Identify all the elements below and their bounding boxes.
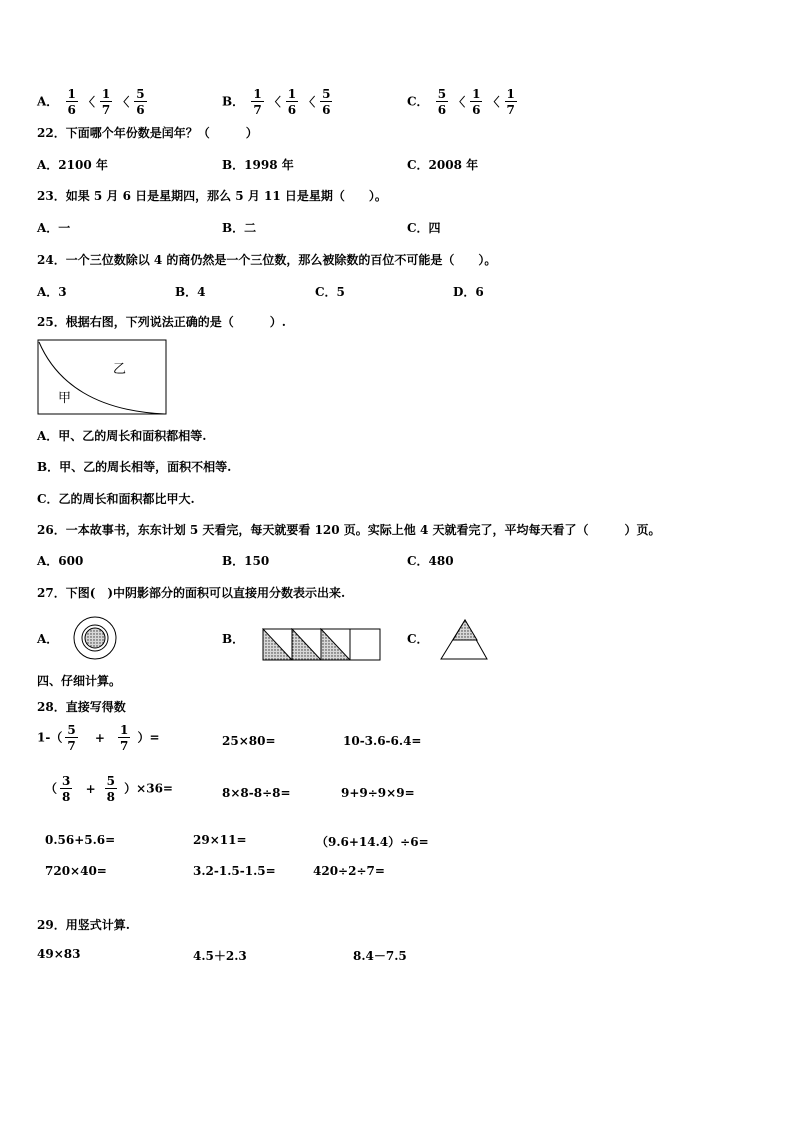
q25-question: 25．根据右图，下列说法正确的是（ ）. (37, 315, 286, 329)
squares-triangles-figure (262, 628, 384, 662)
q29-item-2: 4.5＋2.3 (193, 949, 247, 963)
fraction: $\frac{5}{6}$ (136, 87, 145, 117)
fraction: $\frac{5}{6}$ (437, 87, 447, 117)
shaded-inner-circle (85, 628, 105, 648)
fraction: $\frac{1}{7}$ (101, 87, 111, 117)
fraction: $\frac{5}{7}$ (67, 723, 76, 753)
q28-r3c1: 0.56+5.6= (45, 833, 116, 847)
q24-option-b: B．4 (175, 285, 206, 299)
q26-question: 26．一本故事书，东东计划 5 天看完，每天就要看 120 页。实际上他 4 天就看完了，平均每天看了（ ）页。 (37, 523, 661, 537)
q24-option-c: C．5 (315, 285, 345, 299)
q28-r2c3: 9+9÷9×9= (341, 786, 415, 800)
option-label: A． (37, 94, 59, 109)
q28-question: 28．直接写得数 (37, 700, 126, 714)
fraction: $\frac{1}{6}$ (287, 87, 297, 117)
fraction: $\frac{1}{7}$ (506, 87, 515, 117)
q28-r3c2: 29×11= (193, 833, 247, 847)
q28-r4c2: 3.2-1.5-1.5= (193, 864, 276, 878)
q27-option-a-label: A． (37, 632, 59, 646)
concentric-circles-figure (72, 615, 118, 661)
q22-option-a: A．2100 年 (37, 158, 108, 172)
label-jia: 甲 (58, 391, 72, 406)
section-title: 四、仔细计算。 (37, 674, 122, 688)
fraction: $\frac{3}{8}$ (62, 774, 71, 804)
q29-item-3: 8.4－7.5 (353, 949, 407, 963)
option-label: B． (222, 94, 245, 109)
q27-option-b-label: B． (222, 632, 245, 646)
q26-option-b: B．150 (222, 554, 270, 568)
fraction: $\frac{5}{8}$ (106, 774, 115, 804)
q28-r4c3: 420÷2÷7= (313, 864, 385, 878)
q21-option-a: A． $\frac{1}{6}$ 〈 $\frac{1}{7}$ 〈 $\frac{5}{6}$ (37, 87, 145, 117)
fraction: $\frac{1}{7}$ (253, 87, 262, 117)
rectangle-curve-figure (37, 339, 169, 417)
q24-option-a: A．3 (37, 285, 67, 299)
q21-option-b: B． $\frac{1}{7}$ 〈 $\frac{1}{6}$ 〈 $\frac{5}{6}$ (222, 87, 331, 117)
label-yi: 乙 (113, 362, 127, 377)
q21-option-c: C． $\frac{5}{6}$ 〈 $\frac{1}{6}$ 〈 $\frac{1}{7}$ (407, 87, 515, 117)
q23-question: 23．如果 5 月 6 日是星期四，那么 5 月 11 日是星期（ ）。 (37, 189, 387, 203)
q28-r1c3: 10-3.6-6.4= (343, 734, 422, 748)
triangle-figure (440, 618, 490, 662)
q25-option-a: A．甲、乙的周长和面积都相等. (37, 429, 207, 443)
q24-option-d: D．6 (453, 285, 484, 299)
q25-option-b: B．甲、乙的周长相等，面积不相等. (37, 460, 232, 474)
q28-r1c1: 1-（ $\frac{5}{7}$ + $\frac{1}{7}$ ）= (37, 723, 160, 753)
fraction: $\frac{1}{6}$ (472, 87, 481, 117)
q23-option-c: C．四 (407, 221, 441, 235)
q22-question: 22．下面哪个年份数是闰年？（ ） (37, 126, 258, 140)
q25-option-c: C．乙的周长和面积都比甲大. (37, 492, 195, 506)
q23-option-b: B．二 (222, 221, 257, 235)
square-4 (350, 629, 380, 660)
fraction: $\frac{1}{6}$ (67, 87, 76, 117)
q27-option-c-label: C． (407, 632, 429, 646)
fraction: $\frac{5}{6}$ (322, 87, 331, 117)
q29-item-1: 49×83 (37, 947, 81, 961)
q22-option-c: C．2008 年 (407, 158, 479, 172)
fraction: $\frac{1}{7}$ (119, 723, 129, 753)
option-label: C． (407, 94, 429, 109)
q28-r3c3: （9.6+14.4）÷6= (316, 835, 429, 849)
q28-r2c1: （ $\frac{3}{8}$ + $\frac{5}{8}$ ）×36= (45, 774, 173, 804)
q22-option-b: B．1998 年 (222, 158, 294, 172)
q24-question: 24．一个三位数除以 4 的商仍然是一个三位数，那么被除数的百位不可能是（ ）。 (37, 253, 497, 267)
q26-option-a: A．600 (37, 554, 84, 568)
q28-r1c2: 25×80= (222, 734, 276, 748)
q23-option-a: A．一 (37, 221, 71, 235)
q28-r2c2: 8×8-8÷8= (222, 786, 291, 800)
q27-question: 27．下图( )中阴影部分的面积可以直接用分数表示出来. (37, 586, 346, 600)
q28-r4c1: 720×40= (45, 864, 107, 878)
q29-question: 29．用竖式计算. (37, 918, 130, 932)
q26-option-c: C．480 (407, 554, 454, 568)
shaded-top-triangle (453, 620, 477, 640)
